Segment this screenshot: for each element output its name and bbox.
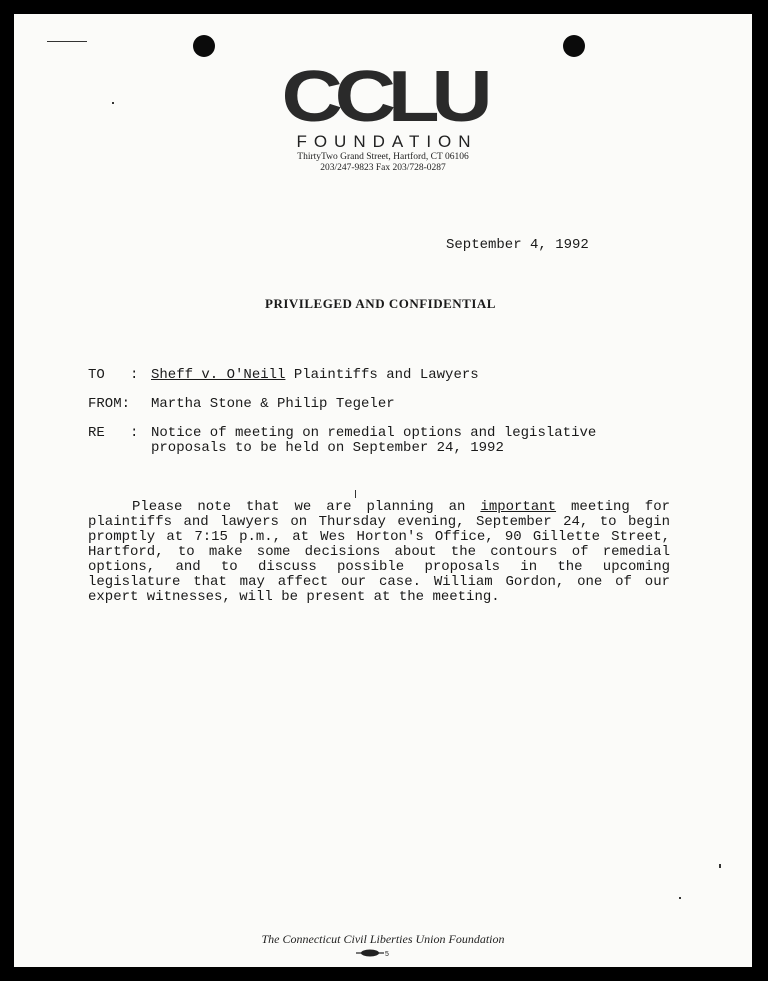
body-text-start: Please note that we are planning an xyxy=(132,499,481,515)
union-bug-icon xyxy=(354,948,394,958)
case-name: Sheff v. O'Neill xyxy=(151,367,286,383)
foundation-wordmark: FOUNDATION xyxy=(296,132,478,151)
memo-body xyxy=(88,500,670,605)
union-bug-number: 5 xyxy=(385,951,389,958)
letterhead xyxy=(14,57,752,174)
scan-speck xyxy=(679,897,681,899)
body-emphasis: important xyxy=(480,499,557,515)
to-label: TO : xyxy=(88,367,139,383)
punch-hole-right xyxy=(563,35,585,57)
memo-date: September 4, 1992 xyxy=(446,237,589,253)
re-label: RE : xyxy=(88,425,139,441)
classification-heading: PRIVILEGED AND CONFIDENTIAL xyxy=(265,296,496,311)
cclu-logo: CCLU xyxy=(281,57,485,137)
from-value: Martha Stone & Philip Tegeler xyxy=(151,396,395,412)
to-recipients: Plaintiffs and Lawyers xyxy=(285,367,479,383)
document-page xyxy=(14,14,752,967)
scan-mark xyxy=(47,41,87,42)
re-line-2: proposals to be held on September 24, 1992 xyxy=(151,440,504,456)
letterhead-address: ThirtyTwo Grand Street, Hartford, CT 06106 xyxy=(297,152,469,162)
scan-speck xyxy=(355,490,356,498)
scan-speck xyxy=(719,864,721,868)
re-line-1: Notice of meeting on remedial options and legislative xyxy=(151,425,597,441)
letterhead-phone-fax: 203/247-9823 Fax 203/728-0287 xyxy=(320,163,446,173)
to-value xyxy=(151,368,479,383)
body-text-end: meeting for plaintiffs and lawyers on Thursday evening, September 24, to begin promptly at 7:15 p.m., at Wes Horton's Office, 90 Gillette Street, Hartford, to make some decisions about the contours of remedial options, and to discuss possible proposals in the upcoming legislature that may affect our case. William Gordon, one of our expert witnesses, will be present at the meeting. xyxy=(88,499,670,605)
footer-organization: The Connecticut Civil Liberties Union Foundation xyxy=(261,932,505,946)
from-label: FROM: xyxy=(88,396,131,412)
punch-hole-left xyxy=(193,35,215,57)
